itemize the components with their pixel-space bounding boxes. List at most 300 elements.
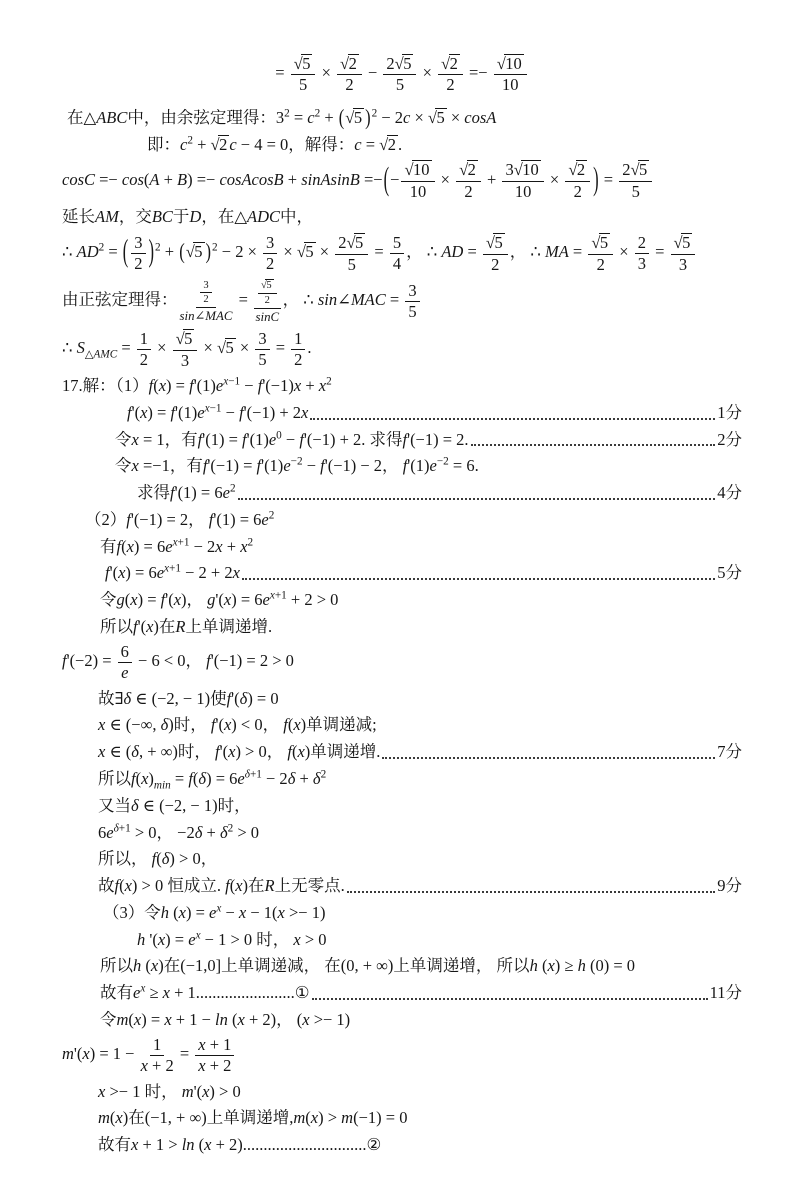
- solution-line: [62, 795, 742, 817]
- math-variable: x: [82, 1044, 90, 1064]
- text-run: ) = 6: [133, 536, 166, 556]
- text-run: (: [153, 376, 159, 396]
- math-variable: sinC: [255, 309, 280, 324]
- text-run: 3: [203, 279, 209, 291]
- math-variable: x: [228, 742, 236, 762]
- line-content: [115, 456, 479, 475]
- text-run: '(1): [261, 456, 284, 476]
- line-content: [98, 849, 217, 868]
- line-content: [98, 741, 380, 763]
- text-run: )在(−1,0]上单调递减， 在(0, + ∞)上单调递增， 所以: [158, 956, 530, 976]
- sqrt-radical: [441, 54, 460, 73]
- radical-sign-icon: √: [216, 338, 225, 358]
- text-run: ) =−: [187, 169, 220, 189]
- text-run: ×: [436, 169, 455, 189]
- radical-sign-icon: √: [568, 160, 576, 180]
- math-variable: x: [140, 982, 146, 995]
- math-variable: f: [299, 429, 304, 449]
- math-variable: f: [148, 376, 154, 396]
- dotted-leader: [238, 498, 716, 500]
- math-variable: h: [529, 956, 538, 976]
- math-variable: D: [189, 207, 202, 227]
- solution-line: [62, 616, 742, 638]
- text-run: 2: [219, 134, 228, 154]
- text-run: (: [156, 849, 162, 869]
- radical-sign-icon: √: [591, 233, 599, 253]
- text-run: ∈ (−2, − 1)时，: [138, 795, 251, 815]
- math-variable: c: [229, 134, 237, 154]
- superscript: [164, 563, 181, 575]
- text-run: 1: [153, 1034, 162, 1054]
- sqrt-radical: [294, 54, 313, 73]
- text-run: −: [240, 376, 258, 396]
- text-run: '(1): [246, 429, 269, 449]
- math-variable: MAC: [205, 309, 233, 324]
- math-variable: x: [223, 715, 232, 735]
- math-variable: x: [238, 902, 247, 922]
- solution-line: [62, 1036, 742, 1076]
- math-variable: e: [222, 483, 230, 503]
- text-run: + 2)..............................②: [211, 1135, 382, 1155]
- text-run: +: [295, 768, 313, 788]
- math-variable: f: [126, 509, 131, 529]
- superscript: [291, 456, 303, 468]
- math-variable: δ: [219, 822, 228, 842]
- math-variable: f: [189, 376, 194, 396]
- text-run: (: [124, 590, 131, 610]
- big-paren: ): [365, 104, 371, 130]
- text-run: '(: [73, 1044, 83, 1064]
- math-variable: ABC: [96, 107, 128, 127]
- line-content: [98, 1108, 407, 1127]
- text-run: >− 1 时，: [105, 1081, 182, 1101]
- math-variable: δ: [198, 768, 207, 788]
- text-run: 在△: [67, 107, 97, 127]
- text-run: '(−1) = 2.: [407, 429, 469, 449]
- text-run: 1: [139, 328, 149, 348]
- text-run: '(1) = 6: [213, 509, 262, 529]
- text-run: +1: [169, 562, 181, 575]
- text-run: + 1 >: [138, 1135, 182, 1155]
- text-run: ) = 6: [231, 590, 263, 610]
- math-variable: x: [130, 590, 138, 610]
- math-variable: δ: [239, 688, 248, 708]
- fraction: [483, 233, 508, 274]
- text-run: 2: [212, 241, 218, 254]
- text-run: − 2 + 2: [180, 563, 233, 583]
- math-variable: cosC: [62, 169, 95, 189]
- solution-line: [62, 589, 742, 611]
- solution-line: [62, 688, 742, 710]
- text-run: ) ≥: [554, 956, 578, 976]
- text-run: =: [234, 290, 253, 310]
- math-variable: x: [302, 1009, 310, 1029]
- math-variable: e: [188, 929, 196, 949]
- line-content: [62, 159, 654, 201]
- math-variable: f: [160, 590, 166, 610]
- dotted-leader: [347, 891, 716, 893]
- text-run: 6: [120, 641, 129, 661]
- math-variable: f: [210, 715, 216, 735]
- math-variable: δ: [123, 688, 132, 708]
- text-run: .: [307, 338, 312, 358]
- text-run: 所以: [98, 768, 131, 788]
- text-run: ×: [317, 63, 336, 83]
- text-run: 5: [395, 75, 405, 95]
- superscript: [326, 376, 332, 388]
- solution-line: [62, 402, 742, 424]
- solution-line: [62, 1081, 742, 1103]
- text-run: +: [482, 169, 501, 189]
- text-run: ) =: [185, 902, 210, 922]
- text-run: = 1，有: [138, 429, 198, 449]
- text-run: '(−1) = 2 > 0: [210, 651, 294, 671]
- solution-content: [62, 54, 742, 1156]
- solution-line: [62, 562, 742, 584]
- text-run: =: [271, 338, 290, 358]
- text-run: 5: [305, 242, 314, 262]
- fraction: [173, 329, 198, 370]
- text-run: '(: [165, 590, 174, 610]
- math-variable: x: [204, 1135, 212, 1155]
- math-variable: f: [170, 402, 176, 422]
- superscript: [270, 590, 287, 602]
- text-run: > 0: [300, 929, 327, 949]
- sqrt-radical: [211, 134, 230, 156]
- text-run: ×: [418, 63, 437, 83]
- math-variable: f: [170, 483, 175, 503]
- text-run: −2: [290, 455, 303, 468]
- text-run: '(−1) =: [207, 456, 257, 476]
- math-variable: g: [116, 590, 125, 610]
- sqrt-radical: [345, 107, 364, 129]
- text-run: )单调递增.: [304, 742, 381, 762]
- math-variable: x: [547, 956, 555, 976]
- text-run: 由正弦定理得：: [62, 290, 178, 310]
- sqrt-radical: [379, 134, 398, 156]
- text-run: 又当: [98, 795, 131, 815]
- text-run: > 0， −2: [130, 822, 195, 842]
- math-variable: x: [141, 768, 149, 788]
- math-variable: f: [105, 563, 110, 583]
- text-run: − 2: [189, 536, 216, 556]
- math-variable: MAC: [350, 290, 386, 310]
- math-variable: AMC: [93, 348, 118, 361]
- text-run: ∴: [62, 242, 77, 262]
- math-variable: f: [402, 456, 408, 476]
- text-run: 2: [573, 181, 582, 201]
- radical-sign-icon: √: [673, 233, 682, 253]
- text-run: 2: [446, 75, 455, 95]
- text-run: '(1) = 6: [174, 483, 223, 503]
- superscript: [173, 536, 190, 548]
- math-variable: f: [133, 616, 138, 636]
- text-run: ∠: [194, 309, 206, 324]
- math-variable: x: [240, 536, 248, 556]
- math-variable: g: [207, 590, 216, 610]
- solution-line: [62, 714, 742, 736]
- math-variable: x: [202, 1081, 210, 1101]
- math-variable: AD: [76, 242, 99, 262]
- math-variable: x: [150, 956, 159, 976]
- math-variable: cosA: [464, 107, 497, 127]
- superscript: [437, 456, 449, 468]
- text-run: ×: [446, 107, 465, 127]
- score-mark: 11分: [709, 983, 742, 1003]
- text-run: ) =: [165, 929, 189, 949]
- radical-sign-icon: √: [296, 242, 305, 262]
- math-variable: x: [216, 902, 222, 915]
- text-run: 中，: [280, 207, 314, 227]
- math-variable: x: [269, 589, 275, 602]
- text-run: ) = 6: [125, 563, 157, 583]
- text-run: ×: [410, 107, 428, 127]
- math-variable: e: [268, 429, 277, 449]
- math-variable: δ: [244, 768, 250, 781]
- radical-sign-icon: √: [496, 54, 505, 73]
- text-run: 5: [355, 233, 364, 253]
- math-variable: AM: [95, 207, 119, 227]
- math-variable: f: [116, 536, 122, 556]
- dotted-leader: [242, 578, 715, 580]
- text-run: ) > 0: [209, 1081, 241, 1101]
- radical-sign-icon: √: [459, 160, 467, 180]
- text-run: '(: [231, 688, 240, 708]
- line-content: [67, 104, 497, 130]
- superscript: [205, 402, 222, 414]
- text-run: 3: [180, 350, 190, 370]
- score-mark: 1分: [717, 402, 742, 422]
- text-run: ×: [235, 338, 254, 358]
- math-variable: h: [133, 956, 142, 976]
- line-content: [98, 768, 327, 792]
- text-run: 2: [326, 375, 332, 388]
- text-run: (: [128, 1009, 134, 1029]
- text-run: 2: [467, 160, 476, 180]
- fraction: [335, 233, 368, 274]
- math-variable: f: [320, 456, 325, 476]
- text-run: 5: [436, 107, 445, 127]
- text-run: 2: [464, 181, 473, 201]
- line-content: [100, 590, 338, 609]
- math-variable: m: [62, 1044, 74, 1064]
- text-run: 3: [134, 232, 143, 252]
- subscript: [85, 349, 117, 361]
- math-variable: x: [158, 376, 167, 396]
- text-run: (: [143, 169, 150, 189]
- solution-line: [62, 982, 742, 1004]
- math-variable: cosAcosB: [219, 169, 284, 189]
- text-run: 17.解：（1）: [62, 376, 149, 396]
- text-run: ×: [199, 338, 217, 358]
- math-variable: x: [237, 1009, 245, 1029]
- big-paren: ): [205, 238, 212, 265]
- text-run: 10: [522, 160, 539, 180]
- text-run: , + ∞)时，: [138, 742, 216, 762]
- text-run: −1: [209, 402, 222, 415]
- math-variable: x: [195, 929, 201, 942]
- text-run: 5: [302, 54, 311, 73]
- sqrt-radical: [428, 107, 447, 129]
- text-run: +1: [177, 536, 190, 549]
- text-run: ) = 6: [206, 768, 238, 788]
- fraction: [180, 280, 233, 324]
- text-run: + 2 > 0: [286, 590, 339, 610]
- math-variable: ln: [181, 1135, 195, 1155]
- line-content: [100, 1010, 350, 1029]
- text-run: 2: [622, 160, 631, 180]
- text-run: 5: [599, 233, 609, 253]
- fraction: [131, 234, 145, 274]
- text-run: (: [109, 1108, 116, 1128]
- text-run: 6: [98, 822, 107, 842]
- solution-line: [62, 134, 742, 156]
- math-variable: sinAsinB: [301, 169, 360, 189]
- text-run: (0) = 0: [585, 956, 635, 976]
- math-variable: f: [131, 768, 136, 788]
- text-run: 求得: [137, 483, 170, 503]
- text-run: =: [361, 134, 380, 154]
- sqrt-radical: [340, 54, 359, 73]
- text-run: 10: [413, 160, 430, 180]
- math-variable: x: [293, 376, 302, 396]
- text-run: 2: [155, 241, 161, 254]
- math-variable: x: [293, 715, 301, 735]
- sqrt-radical: [395, 54, 414, 73]
- text-run: 2: [449, 54, 458, 73]
- text-run: 3: [505, 160, 514, 180]
- text-run: )在: [242, 876, 265, 896]
- text-run: 5: [225, 338, 234, 358]
- text-run: '(−1) − 2，: [324, 456, 403, 476]
- radical-sign-icon: √: [630, 160, 638, 180]
- text-run: ，在△: [201, 207, 248, 227]
- text-run: + 2: [147, 1056, 174, 1076]
- radical-sign-icon: √: [293, 54, 302, 73]
- text-run: )，: [181, 590, 208, 610]
- text-run: '(−1) + 2. 求得: [303, 429, 403, 449]
- score-mark: 2分: [717, 429, 742, 449]
- math-variable: m: [116, 1009, 129, 1029]
- score-mark: 7分: [717, 742, 742, 762]
- math-variable: x: [124, 876, 132, 896]
- math-variable: x: [301, 402, 309, 422]
- text-run: 5: [266, 280, 272, 292]
- math-variable: δ: [194, 822, 203, 842]
- solution-line: [62, 54, 742, 95]
- math-variable: f: [287, 742, 292, 762]
- math-variable: h: [577, 956, 586, 976]
- text-run: 故: [98, 876, 115, 896]
- math-variable: min: [153, 779, 171, 792]
- text-run: 2: [264, 294, 270, 306]
- text-run: 令: [115, 456, 132, 476]
- text-run: + 2: [205, 1056, 232, 1076]
- math-variable: δ: [287, 768, 296, 788]
- text-run: 令: [100, 1009, 117, 1029]
- text-run: 2: [637, 232, 646, 252]
- text-run: (: [194, 1135, 205, 1155]
- text-run: − 2 ×: [217, 242, 262, 262]
- sqrt-radical: [497, 54, 524, 73]
- text-run: ×: [315, 242, 334, 262]
- math-variable: δ: [131, 795, 139, 815]
- text-run: 2: [294, 350, 303, 370]
- text-run: 5: [403, 54, 412, 73]
- solution-line: [62, 509, 742, 531]
- math-variable: x: [133, 1009, 142, 1029]
- text-run: ， ∴: [282, 290, 318, 310]
- score-mark: 4分: [717, 483, 742, 503]
- fraction: [502, 160, 543, 201]
- text-run: 故∃: [98, 688, 124, 708]
- text-run: 10: [514, 181, 532, 201]
- solution-line: [62, 482, 742, 504]
- text-run: 5: [494, 233, 503, 253]
- math-variable: x: [297, 742, 305, 762]
- math-variable: x: [131, 1135, 139, 1155]
- solution-line: [62, 1134, 742, 1156]
- text-run: 5: [631, 181, 640, 201]
- math-variable: BC: [151, 207, 173, 227]
- fraction: [195, 1036, 234, 1076]
- math-variable: x: [131, 429, 139, 449]
- solution-line: [62, 1009, 742, 1031]
- subscript: [154, 779, 171, 791]
- text-run: ) =: [147, 402, 171, 422]
- solution-line: [62, 536, 742, 558]
- math-variable: δ: [131, 742, 139, 762]
- text-run: 2: [338, 233, 347, 253]
- text-run: (: [305, 1108, 311, 1128]
- big-paren: (: [179, 238, 185, 265]
- text-run: )在: [153, 616, 176, 636]
- fraction: [200, 280, 211, 307]
- sqrt-radical: [630, 160, 649, 179]
- math-variable: m: [181, 1081, 194, 1101]
- math-variable: δ: [312, 768, 321, 788]
- math-variable: x: [126, 536, 134, 556]
- text-run: 于: [172, 207, 190, 227]
- math-variable: f: [208, 509, 214, 529]
- math-variable: R: [175, 616, 186, 636]
- fraction: [565, 160, 590, 201]
- text-run: ×: [615, 242, 633, 262]
- math-variable: x: [198, 1056, 206, 1076]
- math-variable: ln: [215, 1009, 228, 1029]
- line-content: [98, 1082, 241, 1101]
- text-run: =: [289, 107, 308, 127]
- math-variable: x: [98, 1081, 106, 1101]
- text-run: ∈ (−2, − 1)使: [131, 688, 227, 708]
- text-run: ×: [153, 338, 171, 358]
- math-variable: e: [209, 902, 217, 922]
- text-run: +: [192, 134, 211, 154]
- text-run: '(: [109, 563, 119, 583]
- line-content: [100, 956, 635, 975]
- solution-line: [62, 104, 742, 130]
- text-run: 2: [491, 254, 500, 274]
- math-variable: e: [429, 456, 437, 476]
- text-run: '(1) =: [202, 429, 243, 449]
- text-run: 中，由余弦定理得：3: [127, 107, 285, 127]
- line-content: [115, 429, 469, 451]
- line-content: [100, 617, 272, 636]
- math-variable: x: [204, 402, 210, 415]
- sqrt-radical: [217, 337, 236, 359]
- text-run: '(: [193, 1081, 203, 1101]
- math-variable: x: [131, 456, 139, 476]
